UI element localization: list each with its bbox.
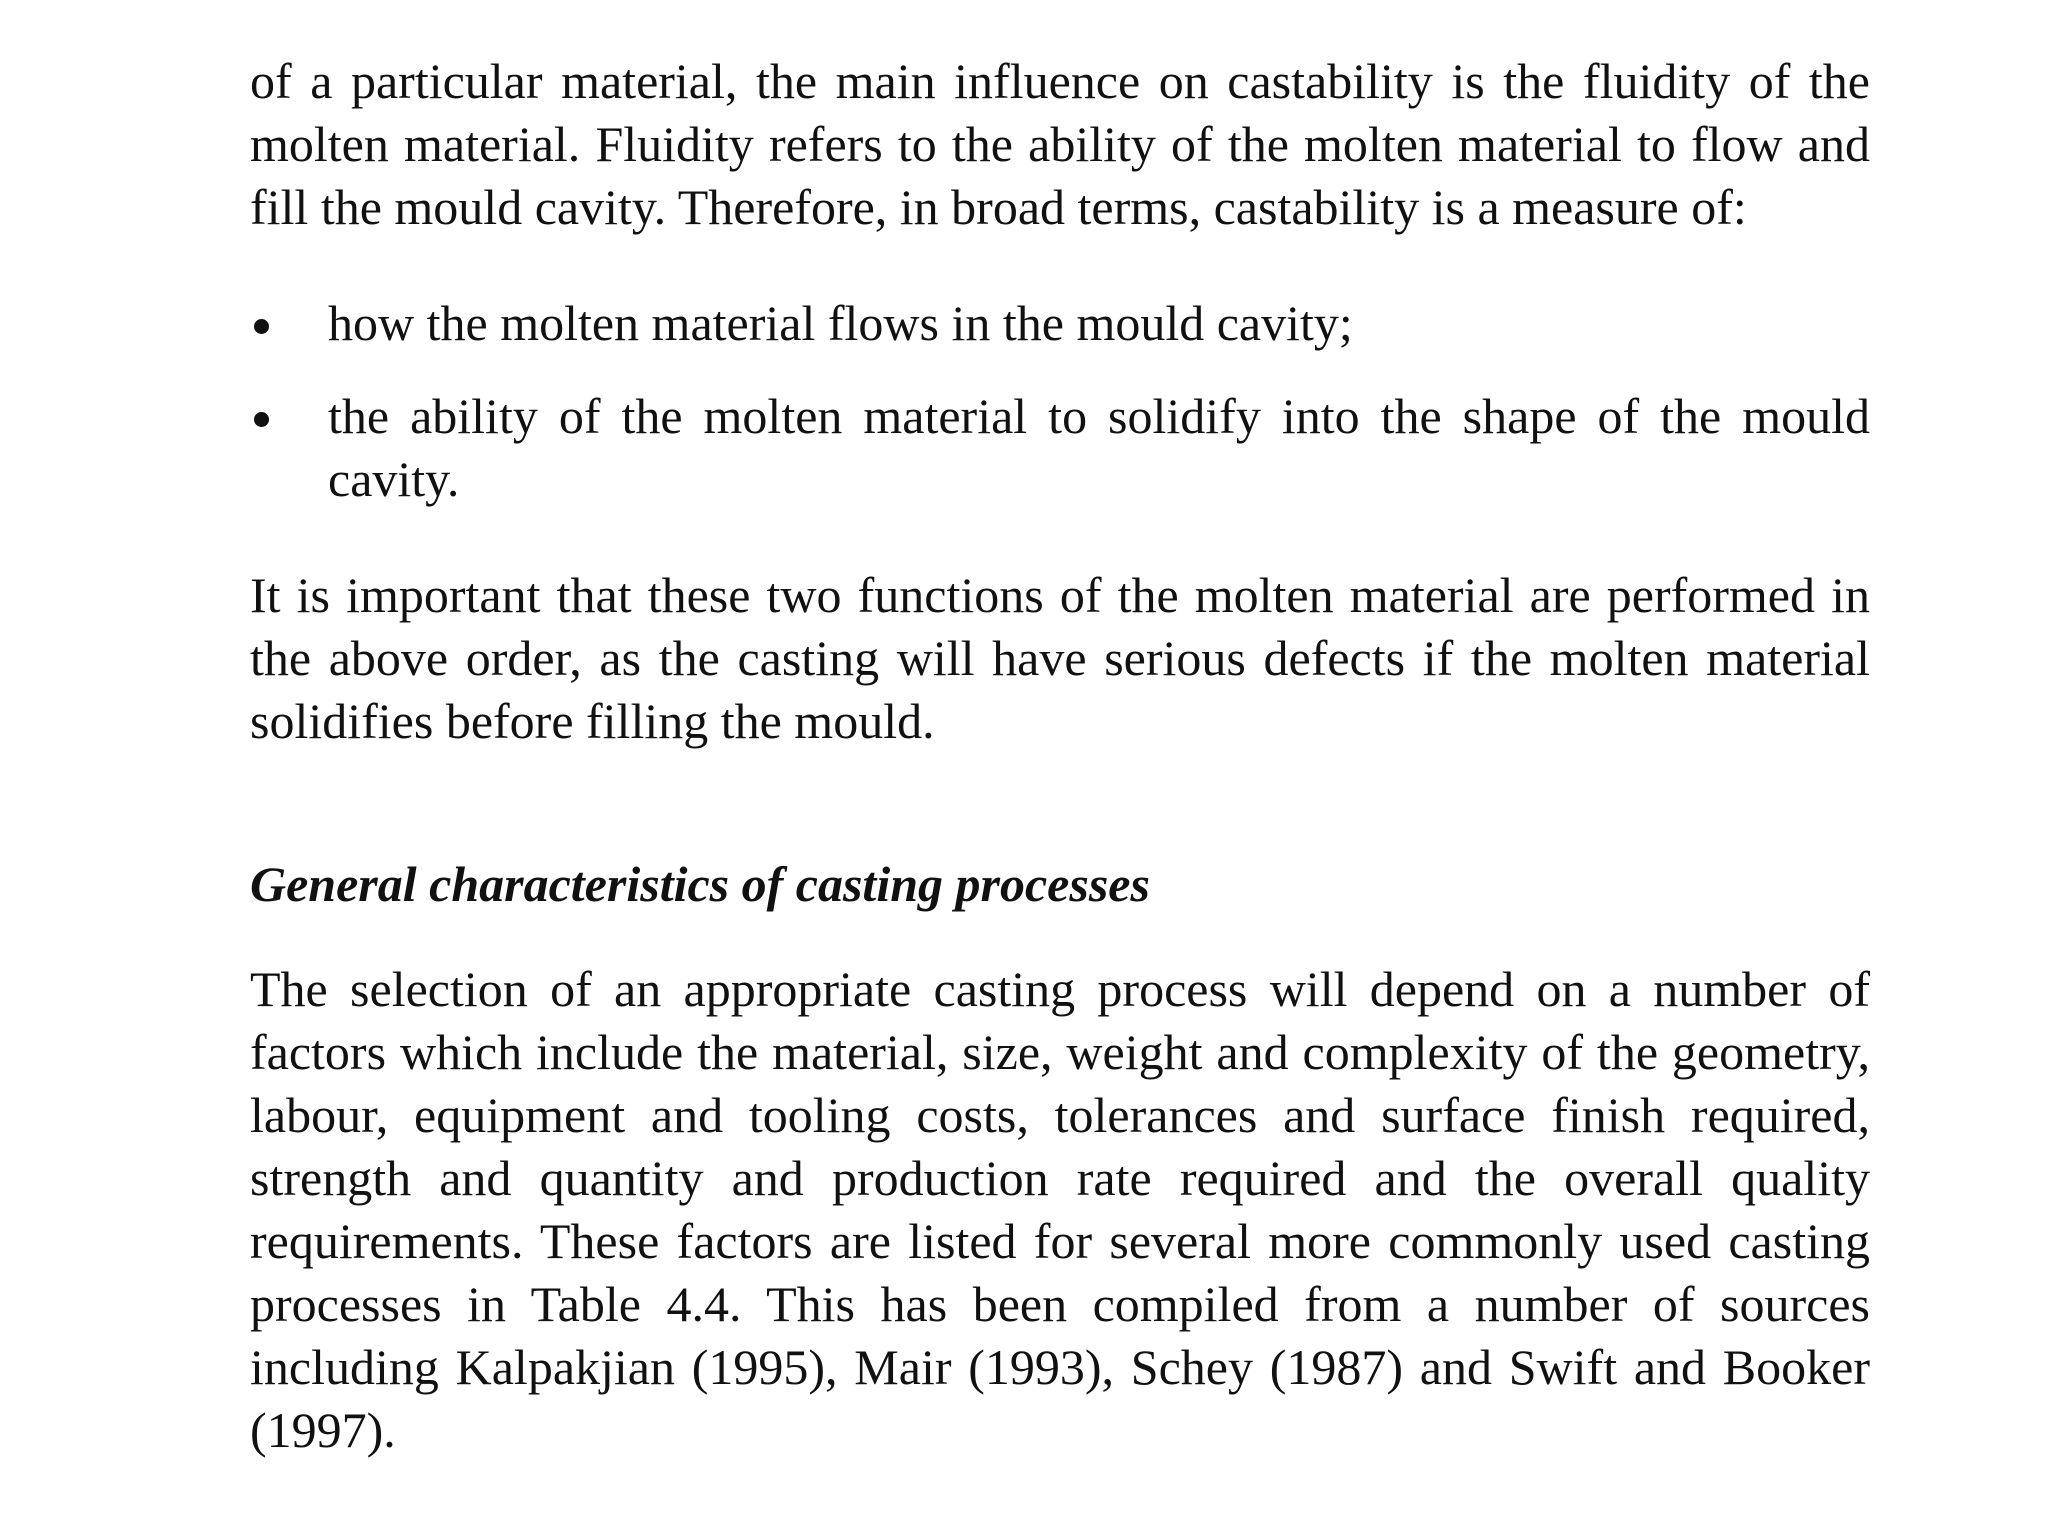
order-paragraph: It is important that these two functions of the molten material are performed in the above order, as the casting will have serious defects if the molten material solidifies before filling the mould.	[250, 567, 1870, 749]
document-page	[250, 50, 1870, 1462]
bullet-text: the ability of the molten material to solidify into the shape of the mould cavity.	[328, 388, 1870, 507]
castability-bullet-list	[250, 292, 1870, 511]
bullet-dot-icon	[254, 412, 269, 427]
bullet-dot-icon	[254, 319, 269, 334]
bullet-item-solidify	[250, 385, 1870, 511]
intro-paragraph: of a particular material, the main influence on castability is the fluidity of the molten material. Fluidity refers to the ability of the molten material to flow and fill the mould cavity. Therefore, in broad terms, castability is a measure of:	[250, 53, 1870, 235]
section-paragraph: The selection of an appropriate casting process will depend on a number of factors which include the material, size, weight and complexity of the geometry, labour, equipment and tooling costs, tolerances and surface finish required, strength and quantity and production rate required and the overall quality requirements. These factors are listed for several more commonly used casting processes in Table 4.4. This has been compiled from a number of sources including Kalpakjian (1995), Mair (1993), Schey (1987) and Swift and Booker (1997).	[250, 961, 1870, 1458]
bullet-item-flow	[250, 292, 1870, 355]
bullet-text: how the molten material flows in the mould cavity;	[328, 295, 1353, 351]
section-heading: General characteristics of casting processes	[250, 856, 1150, 912]
